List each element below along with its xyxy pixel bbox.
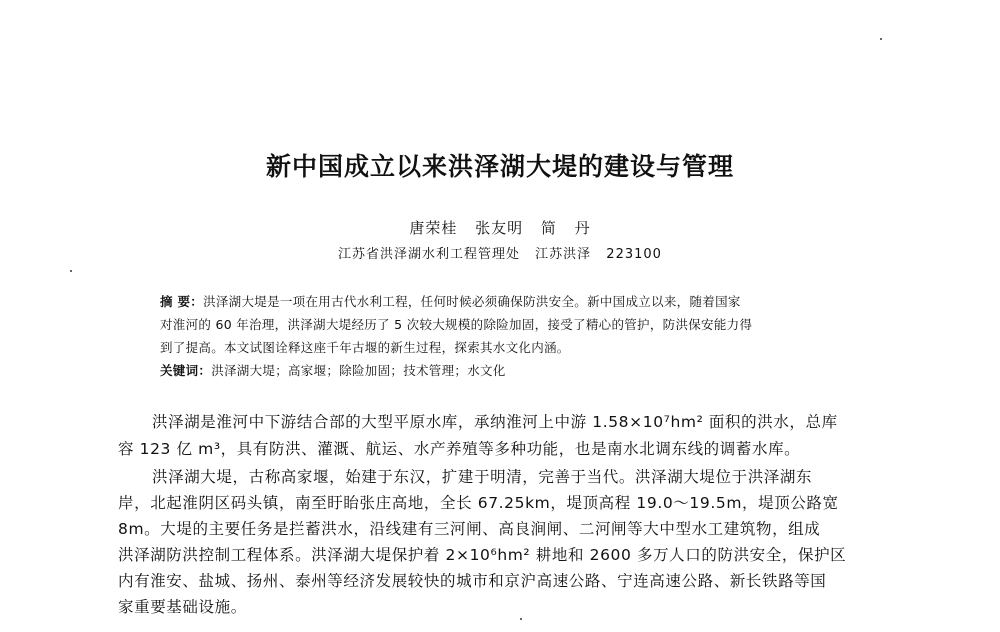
abstract-text: 洪泽湖大堤是一项在用古代水利工程，任何时候必须确保防洪安全。新中国成立以来，随着国家: [203, 294, 741, 309]
abstract-line-2: 对淮河的 60 年治理，洪泽湖大堤经历了 5 次较大规模的除险加固，接受了精心的管护，防洪保安能力得: [160, 317, 753, 332]
keywords-label: 关键词：: [160, 363, 212, 378]
scan-speck: [880, 38, 882, 40]
abstract-line-3: 到了提高。本文试图诠释这座千年古堰的新生过程，探索其水文化内涵。: [160, 340, 570, 355]
abstract-label: 摘 要：: [160, 294, 204, 309]
body-line: 容 123 亿 m³，具有防洪、灌溉、航运、水产养殖等多种功能，也是南水北调东线的调蓄水库。: [118, 440, 801, 458]
authors: 唐荣桂 张友明 简 丹: [409, 219, 591, 237]
body-line: 内有淮安、盐城、扬州、泰州等经济发展较快的城市和京沪高速公路、宁连高速公路、新长铁路等国: [118, 572, 827, 590]
abstract-line-1: [160, 292, 741, 310]
keywords-line: [160, 361, 506, 379]
keywords-text: 洪泽湖大堤；高家堰；除险加固；技术管理；水文化: [211, 363, 506, 378]
body-line: 8m。大堤的主要任务是拦蓄洪水，沿线建有三河闸、高良涧闸、二河闸等大中型水工建筑物，组成: [118, 520, 821, 538]
body-line: 洪泽湖防洪控制工程体系。洪泽湖大堤保护着 2×10⁶hm² 耕地和 2600 多万人口的防洪安全，保护区: [118, 546, 847, 564]
affiliation: 江苏省洪泽湖水利工程管理处 江苏洪泽 223100: [338, 247, 662, 262]
paper-title: 新中国成立以来洪泽湖大堤的建设与管理: [265, 152, 734, 181]
body-line: 洪泽湖是淮河中下游结合部的大型平原水库，承纳淮河上中游 1.58×10⁷hm² 面积的洪水，总库: [152, 413, 838, 431]
body-line: 岸，北起淮阴区码头镇，南至盱眙张庄高地，全长 67.25km，堤顶高程 19.0～19.5m，堤顶公路宽: [118, 494, 839, 512]
scan-speck: [520, 618, 522, 620]
scan-speck: [70, 270, 72, 272]
body-line: 家重要基础设施。: [118, 598, 247, 616]
body-line: 洪泽湖大堤，古称高家堰，始建于东汉，扩建于明清，完善于当代。洪泽湖大堤位于洪泽湖东: [152, 468, 813, 486]
